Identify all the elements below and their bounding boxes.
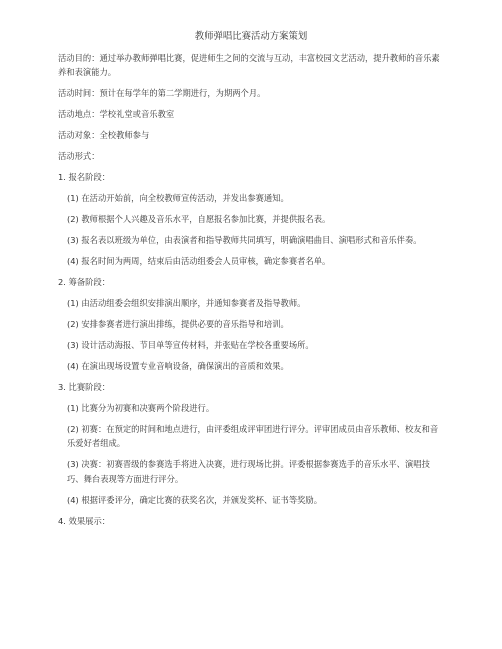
section-competition-title: 3. 比赛阶段： [58,382,111,393]
time-paragraph: 活动时间：预计在每学年的第二学期进行，为期两个月。 [58,88,266,99]
section-preparation-title: 2. 筹备阶段： [58,277,111,288]
preparation-item: (1) 由活动组委会组织安排演出顺序，并通知参赛者及指导教师。 [67,298,306,309]
competition-item: (3) 决赛：初赛晋级的参赛选手将进入决赛，进行现场比拼。评委根据参赛选手的音乐水平、演唱技巧、舞台表现等方面进行评分。 [67,459,430,484]
section-showcase-title: 4. 效果展示： [58,515,111,526]
section-registration-title: 1. 报名阶段： [58,172,111,183]
competition-item: (1) 比赛分为初赛和决赛两个阶段进行。 [67,403,215,414]
registration-item: (4) 报名时间为两周，结束后由活动组委会人员审核，确定参赛者名单。 [67,256,331,267]
purpose-paragraph: 活动目的：通过举办教师弹唱比赛，促进师生之间的交流与互动，丰富校园文艺活动，提升教师的音乐素养和表演能力。 [58,53,440,78]
registration-item: (3) 报名表以班级为单位，由表演者和指导教师共同填写，明确演唱曲目、演唱形式和音乐伴奏。 [67,235,422,246]
document-title: 教师弹唱比赛活动方案策划 [194,31,308,42]
format-paragraph: 活动形式： [58,151,100,162]
preparation-item: (4) 在演出现场设置专业音响设备，确保演出的音质和效果。 [67,361,289,372]
preparation-item: (2) 安排参赛者进行演出排练，提供必要的音乐指导和培训。 [67,319,289,330]
location-paragraph: 活动地点：学校礼堂或音乐教室 [58,109,175,120]
competition-item: (4) 根据评委评分，确定比赛的获奖名次，并颁发奖杯、证书等奖励。 [67,494,323,505]
registration-item: (1) 在活动开始前，向全校教师宣传活动，并发出参赛通知。 [67,193,289,204]
registration-item: (2) 教师根据个人兴趣及音乐水平，自愿报名参加比赛，并提供报名表。 [67,214,331,225]
preparation-item: (3) 设计活动海报、节目单等宣传材料，并张贴在学校各重要场所。 [67,340,314,351]
competition-item: (2) 初赛：在预定的时间和地点进行，由评委组成评审团进行评分。评审团成员由音乐教师、校友和音乐爱好者组成。 [67,424,439,449]
audience-paragraph: 活动对象：全校教师参与 [58,130,150,141]
